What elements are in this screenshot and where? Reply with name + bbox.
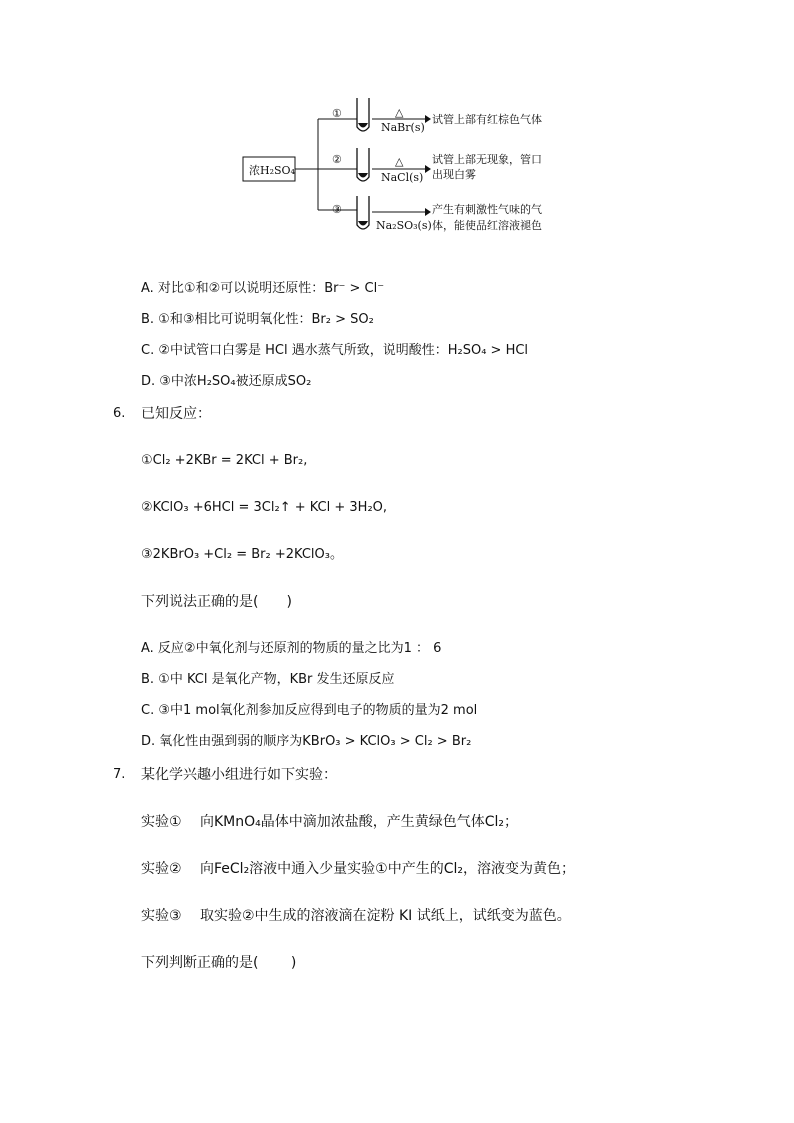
q5-option-c: C. ②中试管口白雾是 HCl 遇水蒸气所致，说明酸性：H₂SO₄ > HCl: [141, 343, 529, 358]
tube1-result-1: 试管上部有红棕色气体: [432, 113, 542, 126]
q7-prompt: 下列判断正确的是( ): [141, 955, 297, 971]
q5-option-d: D. ③中浓H₂SO₄被还原成SO₂: [141, 374, 312, 389]
q6-reaction-1: ①Cl₂ +2KBr = 2KCl + Br₂,: [141, 453, 308, 468]
q7-stem: 某化学兴趣小组进行如下实验：: [141, 767, 337, 783]
tube3-number: ③: [332, 203, 342, 216]
q6-prompt: 下列说法正确的是( ): [141, 594, 292, 610]
tube1-number: ①: [332, 107, 342, 120]
q6-option-a: A. 反应②中氧化剂与还原剂的物质的量之比为1 ： 6: [141, 641, 442, 656]
q6-reaction-3: ③2KBrO₃ +Cl₂ = Br₂ +2KClO₃。: [141, 547, 343, 562]
tube2-result-1: 试管上部无现象，管口: [432, 153, 542, 166]
q6-reaction-2: ②KClO₃ +6HCl = 3Cl₂↑ + KCl + 3H₂O,: [141, 500, 388, 515]
q7-number: 7.: [113, 767, 126, 782]
tube1-solid: NaBr(s): [381, 121, 425, 134]
tube2-solid: NaCl(s): [381, 171, 424, 184]
q7-experiment-2: 实验② 向FeCl₂溶液中通入少量实验①中产生的Cl₂，溶液变为黄色；: [141, 861, 576, 877]
tube3-result-1: 产生有刺激性气味的气: [432, 203, 542, 216]
tube3-result-2: 体，能使品红溶液褪色: [432, 219, 542, 232]
q6-option-b: B. ①中 KCl 是氧化产物，KBr 发生还原反应: [141, 672, 395, 687]
tube1-heat: △: [395, 106, 404, 119]
reagent-label: 浓H₂SO₄: [249, 164, 295, 177]
q6-option-d: D. 氧化性由强到弱的顺序为KBrO₃ > KClO₃ > Cl₂ > Br₂: [141, 734, 472, 749]
q7-experiment-3: 实验③ 取实验②中生成的溶液滴在淀粉 KI 试纸上，试纸变为蓝色。: [141, 908, 571, 924]
tube3-solid: Na₂SO₃(s): [376, 219, 432, 232]
q6-number: 6.: [113, 406, 126, 421]
q6-option-c: C. ③中1 mol氧化剂参加反应得到电子的物质的量为2 mol: [141, 703, 478, 718]
tube2-heat: △: [395, 155, 404, 168]
q6-stem: 已知反应：: [141, 406, 211, 422]
tube2-number: ②: [332, 153, 342, 166]
tube2-result-2: 出现白雾: [432, 168, 476, 181]
q7-experiment-1: 实验① 向KMnO₄晶体中滴加浓盐酸，产生黄绿色气体Cl₂；: [141, 814, 519, 830]
q5-option-b: B. ①和③相比可说明氧化性：Br₂ > SO₂: [141, 312, 374, 327]
reaction-diagram: [0, 0, 794, 260]
q5-option-a: A. 对比①和②可以说明还原性：Br⁻ > Cl⁻: [141, 281, 385, 296]
